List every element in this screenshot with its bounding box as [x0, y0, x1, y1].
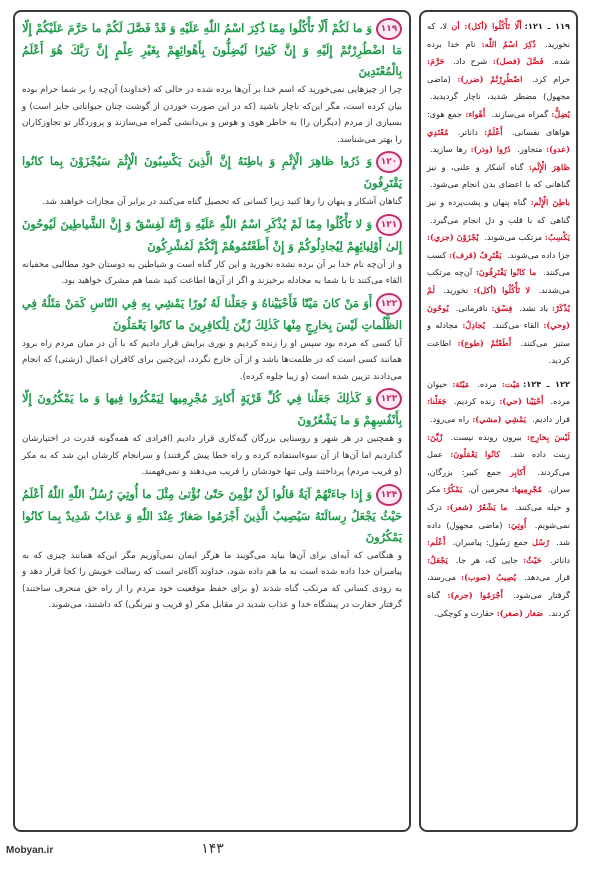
- verse-translation: و هنگامی که آیه‌ای برای آن‌ها بیاید می‌گویند ما هرگز ایمان نمی‌آوریم مگر این‌که همانند چیزی که به پیامبران خدا داده شده است به ما هم داده شود، خداوند آگاه‌تر است که رسالت خویش را کجا قرار دهد و به زودی کسانی که مرتکب گناه شدند (و برای حفظ موقعیت خود مردم را از راه حق منحرف ساختند) گرفتار حقارت در پیشگاه خدا و عذاب شدید در مقابل مکر (و فریب و نیرنگی) که داشتند، می‌شوند.: [22, 550, 402, 610]
- glossary-word: يُضِلُّ:: [551, 108, 570, 119]
- glossary-meaning: زینت داده شد.: [510, 449, 570, 460]
- glossary-word: لَيْسَ بِخارِج:: [526, 431, 571, 442]
- verse-number-badge: ۱۲۲: [376, 293, 402, 315]
- glossary-header: ۱۲۲ ـ ۱۲۴:: [522, 378, 570, 389]
- glossary-meaning: نخورید.: [443, 284, 469, 295]
- arabic-text: وَ ذَرُوا ظاهِرَ الْإِثْمِ وَ باطِنَهُ إِنَّ الَّذِينَ يَكْسِبُونَ الْإِثْمَ سَيُجْزَوْنَ بِما كانُوا يَقْتَرِفُونَ: [22, 154, 402, 190]
- verse-translation: و از آن‌چه نام خدا بر آن برده نشده نخورید و این کار گناه است و شیاطین به دوستان خود مطالبی مخفیانه القاء می‌کنند تا با شما به مجادله برخیزند و اگر از آن‌ها اطاعت کنید شما هم مشرک خواهید بود.: [22, 259, 402, 286]
- arabic-text: أَوَ مَنْ كانَ مَيْتًا فَأَحْيَيْناهُ وَ جَعَلْنا لَهُ نُورًا يَمْشِي بِهِ فِي النّاسِ كَمَنْ مَثَلُهُ فِي الظُّلُماتِ لَيْسَ بِخارِجٍ مِنْها كَذٰلِكَ زُيِّنَ لِلْكافِرِينَ ما كانُوا يَعْمَلُونَ: [22, 295, 402, 332]
- glossary-word: فِسْق:: [491, 302, 513, 313]
- arabic-text: وَ لا تَأْكُلُوا مِمّا لَمْ يُذْكَرِ اسْمُ اللّٰهِ عَلَيْهِ وَ إِنَّهُ لَفِسْقٌ وَ إِنَّ الشَّياطِينَ لَيُوحُونَ إِلىٰ أَوْلِيائِهِمْ لِيُجادِلُوكُمْ وَ إِنْ أَطَعْتُمُوهُمْ إِنَّكُمْ لَمُشْرِكُونَ: [22, 216, 402, 253]
- glossary-meaning: (ماضی مجهول) داده شد.: [427, 519, 570, 548]
- glossary-meaning: یاد نشد.: [519, 302, 549, 313]
- glossary-word: كانُوا يَعْمَلُونَ:: [450, 449, 501, 460]
- glossary-meaning: مرتکب می‌شوند.: [484, 232, 543, 243]
- glossary-meaning: نافرمانی.: [455, 302, 488, 313]
- glossary-word: صَغار (صغر):: [496, 607, 544, 618]
- glossary-word: يُصِيبُ (صوب):: [461, 572, 517, 583]
- glossary-meaning: قرار می‌دهد.: [524, 572, 570, 583]
- glossary-meaning: قرار دادیم.: [532, 414, 570, 425]
- page-number: ۱۴۳: [201, 841, 224, 857]
- glossary-block: [427, 18, 570, 370]
- glossary-meaning: آن‌چه مرتکب می‌شدند.: [427, 267, 571, 295]
- glossary-meaning: مکر و حیله می‌کنند.: [427, 484, 571, 513]
- glossary-word: أَحْيَيْنا (حي):: [499, 396, 544, 407]
- glossary-meaning: کسب می‌کنند.: [427, 249, 570, 278]
- glossary-word: ذَرُوا (وذر):: [470, 144, 511, 155]
- glossary-meaning: لا، که نخورید.: [427, 21, 570, 49]
- glossary-word: ما يَشْعُرُ (شعر):: [446, 502, 508, 513]
- glossary-word: مَيْتَة:: [452, 378, 470, 389]
- glossary-meaning: جمع رَسُول: پیامبران.: [452, 537, 529, 548]
- glossary-meaning: جزا داده می‌شوند.: [507, 249, 570, 260]
- verse-arabic: [22, 388, 402, 431]
- glossary-meaning: مرده.: [477, 378, 497, 389]
- glossary-word: رُسُل: [532, 537, 550, 548]
- verse-121: [22, 214, 402, 290]
- arabic-text: وَ ما لَكُمْ أَلّا تَأْكُلُوا مِمّا ذُكِرَ اسْمُ اللّٰهِ عَلَيْهِ وَ قَدْ فَصَّلَ لَكُمْ ما حَرَّمَ عَلَيْكُمْ إِلّا مَا اضْطُرِرْتُمْ إِلَيْهِ وَ إِنَّ كَثِيرًا لَيُضِلُّونَ بِأَهْوائِهِمْ بِغَيْرِ عِلْمٍ إِنَّ رَبَّكَ هُوَ أَعْلَمُ بِالْمُعْتَدِينَ: [22, 21, 402, 78]
- arabic-text: وَ إِذا جاءَتْهُمْ آيَةٌ قالُوا لَنْ نُؤْمِنَ حَتّىٰ نُؤْتىٰ مِثْلَ ما أُوتِيَ رُسُلُ اللّٰهِ اللّٰهُ أَعْلَمُ حَيْثُ يَجْعَلُ رِسالَتَهُ سَيُصِيبُ الَّذِينَ أَجْرَمُوا صَغارٌ عِنْدَ اللّٰهِ وَ عَذابٌ شَدِيدٌ بِما كانُوا يَمْكُرُونَ: [22, 486, 402, 544]
- glossary-word: يُجادِلُ:: [462, 320, 486, 331]
- glossary-word: يَجْعَلُ:: [427, 554, 448, 565]
- glossary-meaning: جمع كبير: بزرگان، سران.: [427, 466, 570, 495]
- glossary-word: حَيْثُ:: [523, 554, 542, 565]
- glossary-word: أَلّا تَأْكُلُوا (أكل): أن: [451, 21, 522, 31]
- verse-arabic: [22, 18, 402, 82]
- glossary-word: أَكابِر: [510, 466, 526, 477]
- arabic-text: وَ كَذٰلِكَ جَعَلْنا فِي كُلِّ قَرْيَةٍ أَكابِرَ مُجْرِمِيها لِيَمْكُرُوا فِيها وَ ما يَمْكُرُونَ إِلّا بِأَنْفُسِهِمْ وَ ما يَشْعُرُونَ: [22, 391, 402, 427]
- glossary-word: أَعْلَم:: [427, 537, 446, 548]
- glossary-word: مُجْرِمِيها:: [511, 484, 542, 495]
- glossary-meaning: حقارت و کوچکی.: [434, 607, 495, 618]
- glossary-meaning: گناه پنهان و پشت‌پرده و نیز گناهی که با قلب و دل انجام می‌گیرد.: [427, 196, 570, 225]
- glossary-meaning: القاء می‌کنند.: [492, 320, 540, 331]
- glossary-meaning: گناه کردند.: [427, 590, 570, 618]
- glossary-word: أُوتِيَ:: [507, 519, 527, 530]
- glossary-word: جَعَلْنا:: [427, 396, 447, 407]
- glossary-meaning: جایی که، هر جا.: [455, 554, 518, 565]
- glossary-word: أَجْرَمُوا (جرم):: [447, 590, 503, 600]
- glossary-meaning: درک نمی‌شویم.: [427, 502, 571, 530]
- glossary-word: لَمْ يُذْكَرْ:: [427, 284, 570, 313]
- verse-number-badge: ۱۲۳: [376, 388, 402, 410]
- glossary-word: مُعْتَدِي (عدو):: [427, 126, 570, 155]
- glossary-meaning: رها سازید.: [430, 144, 467, 155]
- glossary-word: يُجْزَوْنَ (جزي):: [427, 232, 479, 243]
- glossary-column: [419, 10, 578, 832]
- glossary-word: أَطَعْتُمْ (طوع):: [457, 337, 512, 348]
- glossary-meaning: عمل می‌کردند.: [427, 449, 570, 477]
- glossary-word: ذُكِرَ اسْمُ اللّٰه:: [481, 38, 536, 49]
- verse-122: [22, 293, 402, 386]
- glossary-meaning: متجاوز.: [517, 144, 543, 155]
- verse-number-badge: ۱۱۹: [376, 18, 402, 40]
- verse-120: [22, 151, 402, 211]
- glossary-word: ما كانُوا يَقْتَرِفُونَ:: [475, 267, 537, 278]
- verse-124: [22, 484, 402, 614]
- verse-arabic: [22, 293, 402, 336]
- glossary-word: ظاهِرَ الْإِثْم:: [528, 161, 570, 172]
- glossary-word: لا تَأْكُلُوا (أكل):: [473, 284, 531, 295]
- verse-translation: چرا از چیزهایی نمی‌خورید که اسم خدا بر آن‌ها برده شده در حالی که (خداوند) آن‌چه را بر شما حرام بوده بیان کرده است، مگر این‌که ناچار باشید (که در این صورت خوردن از گوشت چنان حیواناتی جایز است) و بسیاری از مردم (دیگران را) به خاطر هوی و هوس و بی‌دانشی گمراه می‌سازند و پروردگار تو تجاوزکاران را بهتر می‌شناسد.: [22, 85, 402, 145]
- glossary-word: يَمْشِي (مشي):: [472, 414, 527, 425]
- verse-translation: گناهان آشکار و پنهان را رها کنید زیرا کسانی که تحصیل گناه می‌کنند در برابر آن مجازات خواهند شد.: [42, 197, 402, 207]
- glossary-block: [427, 376, 570, 622]
- glossary-word: حَرَّمَ:: [427, 56, 445, 67]
- site-watermark: Mobyan.ir: [6, 845, 54, 856]
- glossary-meaning: حیوان مرده.: [427, 378, 570, 407]
- verse-number-badge: ۱۲۱: [376, 214, 402, 236]
- glossary-word: فَصَّلَ (فصل):: [492, 56, 544, 67]
- verse-number-badge: ۱۲۰: [376, 151, 402, 173]
- verse-arabic: [22, 151, 402, 194]
- verse-123: [22, 388, 402, 481]
- glossary-word: اضْطُرِرْتُمْ (ضرر):: [457, 73, 523, 84]
- glossary-meaning: داناتر.: [457, 126, 478, 137]
- glossary: [427, 18, 570, 622]
- glossary-meaning: داناتر.: [549, 554, 571, 565]
- glossary-word: زُيِّنَ:: [427, 431, 443, 442]
- glossary-word: يَمْكُرُ:: [443, 484, 463, 495]
- glossary-word: أَعْلَمُ:: [484, 126, 503, 137]
- glossary-meaning: گمراه می‌سازند.: [491, 108, 549, 119]
- glossary-word: يَكْسِبُ:: [544, 232, 570, 243]
- glossary-meaning: حرام کرد.: [531, 73, 571, 84]
- glossary-meaning: مجادله و ستیز می‌کنند.: [427, 320, 570, 348]
- verse-translation: و همچنین در هر شهر و روستایی بزرگان گنه‌کاری قرار دادیم (افرادی که همه‌گونه قدرت در اختیارشان گذاردیم اما آن‌ها از آن سوءاستفاده کرده و راه خطا پیش گرفتند) و سرانجام کارشان این شد که به مکر (و فریب مردم) پرداختند ولی تنها خودشان را فریب می‌دهند و نمی‌فهمند.: [22, 434, 402, 477]
- verse-translation: آیا کسی که مرده بود سپس او را زنده کردیم و نوری برایش قرار دادیم که با آن در میان مردم راه برود همانند کسی است که در ظلمت‌ها باشد و از آن خارج نگردد، این‌چنین برای کافران اعمال (زشتی) که انجام می‌دادند تزیین شده است (و زیبا جلوه کرده).: [22, 338, 402, 382]
- verse-arabic: [22, 484, 402, 548]
- glossary-header: ۱۱۹ ـ ۱۲۱:: [524, 21, 571, 31]
- glossary-meaning: راه می‌رود.: [430, 414, 470, 425]
- glossary-word: أَهْواء:: [465, 108, 486, 119]
- glossary-meaning: شرح داد.: [453, 56, 488, 67]
- glossary-word: يَقْتَرِفُ (قرف):: [449, 249, 502, 260]
- glossary-meaning: اطاعت کردید.: [427, 337, 570, 366]
- glossary-meaning: می‌رسد، گرفتار می‌شود.: [427, 572, 570, 600]
- glossary-meaning: مجرمین آن.: [467, 484, 509, 495]
- glossary-meaning: نام خدا برده شده.: [427, 38, 570, 67]
- glossary-word: باطِنَ الْإِثْم:: [530, 196, 570, 207]
- glossary-meaning: زنده کردیم.: [453, 396, 496, 407]
- glossary-word: مَيْت:: [502, 378, 520, 389]
- glossary-word: يُوحُونَ (وحي):: [427, 302, 571, 331]
- glossary-meaning: جمع هوی: هواهای نفسانی.: [427, 108, 570, 137]
- verse-arabic: [22, 214, 402, 257]
- glossary-meaning: (ماضی مجهول) مضطر شدید، ناچار گردیدید.: [427, 73, 570, 102]
- glossary-meaning: گناه آشکار و علنی، و نیز گناهانی که با اعضای بدن انجام می‌شود.: [427, 161, 570, 190]
- glossary-meaning: بیرون رونده نیست.: [450, 431, 522, 442]
- main-column: [13, 10, 411, 832]
- verse-number-badge: ۱۲۴: [376, 484, 402, 506]
- verse-119: [22, 18, 402, 148]
